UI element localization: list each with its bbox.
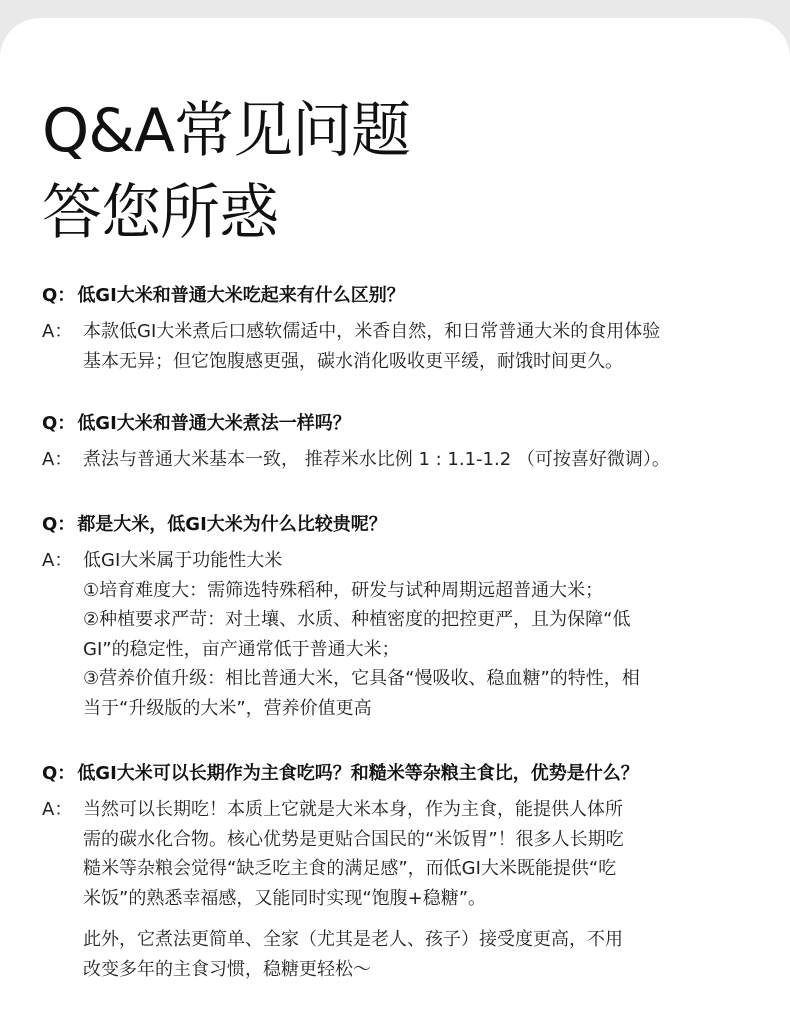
answer-line: 改变多年的主食习惯，稳糖更轻松～ bbox=[83, 958, 371, 980]
answer-line: 需的碳水化合物。核心优势是更贴合国民的“米饭胃”！很多人长期吃 bbox=[83, 828, 624, 850]
answer-line: 基本无异；但它饱腹感更强，碳水消化吸收更平缓，耐饿时间更久。 bbox=[83, 350, 623, 372]
question-prefix: Q： bbox=[42, 514, 76, 535]
question-row bbox=[42, 511, 757, 539]
qa-card bbox=[0, 18, 790, 1019]
question-row bbox=[42, 760, 757, 788]
qa-item-3 bbox=[42, 511, 757, 723]
answer-line: 米饭”的熟悉幸福感，又能同时实现“饱腹+稳糖”。 bbox=[83, 887, 487, 909]
answer-line: 煮法与普通大米基本一致， 推荐米水比例 1 : 1.1-1.2 （可按喜好微调）。 bbox=[83, 449, 670, 470]
answer-prefix: A： bbox=[42, 321, 73, 342]
answer-line: 当然可以长期吃！本质上它就是大米本身，作为主食，能提供人体所 bbox=[83, 799, 623, 820]
answer-line: 糙米等杂粮会觉得“缺乏吃主食的满足感”，而低GI大米既能提供“吃 bbox=[83, 858, 617, 879]
answer-text bbox=[83, 546, 757, 723]
question-text: 低GI大米和普通大米煮法一样吗？ bbox=[77, 413, 351, 434]
question-row bbox=[42, 282, 757, 310]
question-text: 低GI大米可以长期作为主食吃吗？和糙米等杂粮主食比，优势是什么？ bbox=[77, 763, 639, 784]
answer-line: 本款低GI大米煮后口感软儒适中，米香自然，和日常普通大米的食用体验 bbox=[83, 321, 661, 342]
question-prefix: Q： bbox=[42, 763, 76, 784]
answer-row bbox=[42, 795, 757, 984]
answer-prefix: A： bbox=[42, 799, 73, 820]
answer-line: ②种植要求严苛：对土壤、水质、种植密度的把控更严，且为保障“低 bbox=[83, 609, 631, 630]
qa-item-1 bbox=[42, 282, 757, 376]
answer-line: GI”的稳定性，亩产通常低于普通大米； bbox=[83, 638, 400, 660]
answer-prefix: A： bbox=[42, 550, 73, 571]
answer-line: 此外，它煮法更简单、全家（尤其是老人、孩子）接受度更高，不用 bbox=[83, 929, 623, 950]
answer-line: 低GI大米属于功能性大米 bbox=[83, 550, 283, 571]
answer-text bbox=[83, 445, 757, 475]
answer-row bbox=[42, 445, 757, 475]
question-prefix: Q： bbox=[42, 285, 76, 306]
question-text: 都是大米，低GI大米为什么比较贵呢？ bbox=[77, 514, 387, 535]
answer-line: 当于“升级版的大米”，营养价值更高 bbox=[83, 697, 372, 719]
qa-item-2 bbox=[42, 410, 757, 475]
answer-row bbox=[42, 317, 757, 376]
question-text: 低GI大米和普通大米吃起来有什么区别？ bbox=[77, 285, 405, 306]
question-prefix: Q： bbox=[42, 413, 76, 434]
title-line-1: Q&A常见问题 bbox=[42, 96, 411, 166]
answer-text bbox=[83, 795, 757, 984]
answer-prefix: A： bbox=[42, 449, 73, 470]
paragraph-gap bbox=[83, 913, 757, 925]
answer-text bbox=[83, 317, 757, 376]
qa-item-4 bbox=[42, 760, 757, 984]
page-title bbox=[42, 90, 410, 254]
title-line-2: 答您所惑 bbox=[42, 178, 278, 248]
question-row bbox=[42, 410, 757, 438]
answer-line: ③营养价值升级：相比普通大米，它具备“慢吸收、稳血糖”的特性，相 bbox=[83, 668, 640, 689]
answer-line: ①培育难度大：需筛选特殊稻种，研发与试种周期远超普通大米； bbox=[83, 579, 604, 601]
answer-row bbox=[42, 546, 757, 723]
